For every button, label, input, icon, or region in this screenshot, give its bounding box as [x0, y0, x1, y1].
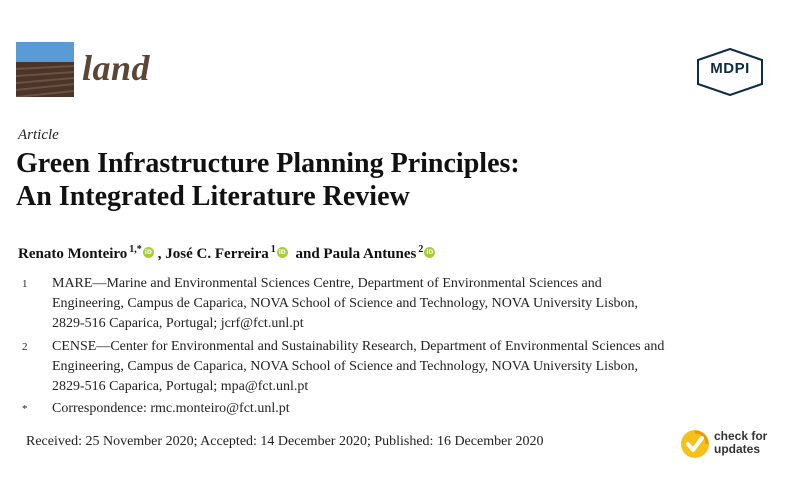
affiliation-2 — [22, 337, 782, 397]
author-affiliation-sup: 1,* — [129, 244, 142, 255]
author-separator: and — [291, 246, 320, 262]
affiliation-line: Engineering, Campus de Caparica, NOVA School of Science and Technology, NOVA University Lisbon, — [52, 359, 639, 374]
correspondence-text — [52, 399, 782, 419]
orcid-icon[interactable]: iD — [426, 249, 434, 256]
author-affiliation-sup: 1 — [270, 244, 276, 255]
affiliation-1 — [22, 274, 782, 334]
article-title — [16, 147, 756, 213]
author-list — [18, 240, 439, 264]
correspondence-line[interactable]: Correspondence: rmc.monteiro@fct.unl.pt — [52, 401, 290, 416]
title-line-1: Green Infrastructure Planning Principles: — [16, 148, 520, 179]
check-for-updates-label[interactable] — [714, 430, 767, 456]
correspondence-mark: * — [22, 403, 28, 415]
check-for-updates-line-2: updates — [714, 442, 761, 456]
author-name[interactable]: Paula Antunes — [323, 246, 417, 262]
title-line-2: An Integrated Literature Review — [16, 181, 410, 212]
affiliation-line[interactable]: 2829-516 Caparica, Portugal; jcrf@fct.unl.pt — [52, 316, 304, 331]
journal-name: land — [82, 48, 151, 88]
affiliation-text — [52, 274, 782, 334]
check-for-updates-line-1: check for — [714, 429, 768, 443]
correspondence — [22, 399, 782, 419]
publication-dates: Received: 25 November 2020; Accepted: 14 December 2020; Published: 16 December 2020 — [26, 434, 544, 449]
affiliation-line: MARE—Marine and Environmental Sciences Centre, Department of Environmental Sciences and — [52, 276, 602, 291]
publisher-logo-text: MDPI — [710, 60, 750, 77]
article-type: Article — [18, 127, 59, 143]
journal-logo — [16, 42, 74, 97]
affiliation-mark: 2 — [22, 341, 28, 353]
orcid-icon[interactable]: iD — [144, 249, 152, 256]
author-separator: , — [157, 246, 162, 262]
affiliation-line: Engineering, Campus de Caparica, NOVA School of Science and Technology, NOVA University Lisbon, — [52, 296, 639, 311]
author-affiliation-sup: 2 — [418, 244, 424, 255]
affiliation-line: CENSE—Center for Environmental and Sustainability Research, Department of Environmental Sciences and — [52, 339, 665, 354]
affiliation-text — [52, 337, 782, 397]
affiliation-mark: 1 — [22, 278, 28, 290]
check-for-updates-icon[interactable] — [680, 429, 710, 459]
orcid-icon[interactable]: iD — [278, 249, 286, 256]
logo-sky — [16, 42, 74, 62]
author-name[interactable]: Renato Monteiro — [18, 246, 128, 262]
author-name[interactable]: José C. Ferreira — [165, 246, 269, 262]
affiliation-line[interactable]: 2829-516 Caparica, Portugal; mpa@fct.unl.pt — [52, 379, 309, 394]
